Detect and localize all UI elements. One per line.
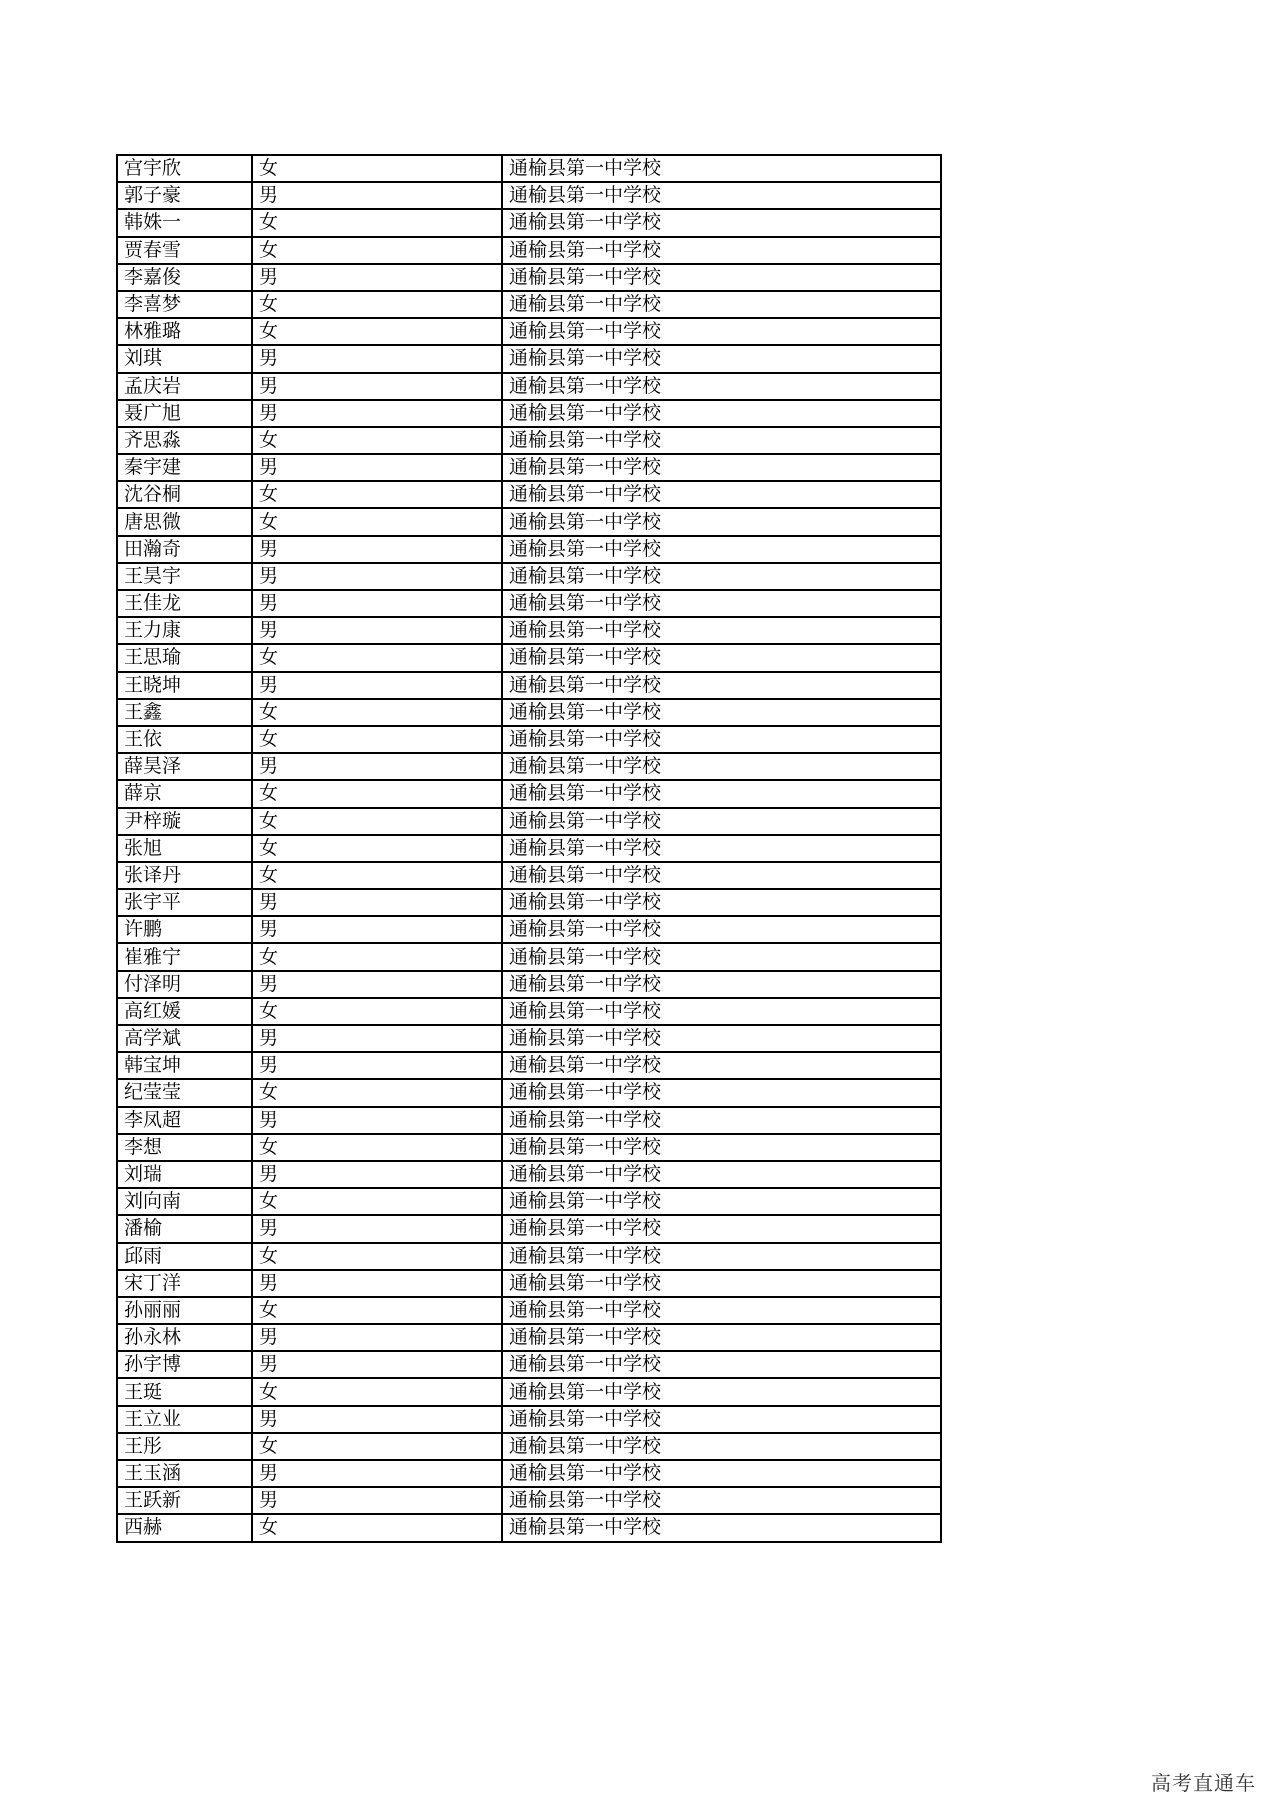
student-name-cell: 张旭	[117, 835, 252, 862]
student-name-cell: 郭子豪	[117, 182, 252, 209]
table-row	[117, 182, 941, 209]
table-row	[117, 1161, 941, 1188]
school-cell: 通榆县第一中学校	[502, 1406, 941, 1433]
gender-cell: 男	[252, 1487, 502, 1514]
gender-cell: 女	[252, 943, 502, 970]
student-name-cell: 刘琪	[117, 345, 252, 372]
gender-cell: 女	[252, 1514, 502, 1541]
gender-cell: 女	[252, 998, 502, 1025]
table-row	[117, 481, 941, 508]
table-row	[117, 835, 941, 862]
student-name-cell: 韩宝坤	[117, 1052, 252, 1079]
student-name-cell: 许鹏	[117, 916, 252, 943]
student-name-cell: 张宇平	[117, 889, 252, 916]
school-cell: 通榆县第一中学校	[502, 1079, 941, 1106]
student-name-cell: 邱雨	[117, 1243, 252, 1270]
gender-cell: 女	[252, 1378, 502, 1405]
gender-cell: 女	[252, 291, 502, 318]
gender-cell: 男	[252, 563, 502, 590]
table-row	[117, 808, 941, 835]
student-name-cell: 王晓坤	[117, 672, 252, 699]
table-row	[117, 1188, 941, 1215]
table-row	[117, 971, 941, 998]
table-row	[117, 1079, 941, 1106]
table-row	[117, 1351, 941, 1378]
school-cell: 通榆县第一中学校	[502, 1107, 941, 1134]
school-cell: 通榆县第一中学校	[502, 644, 941, 671]
table-row	[117, 1514, 941, 1541]
gender-cell: 男	[252, 1406, 502, 1433]
gender-cell: 女	[252, 427, 502, 454]
student-name-cell: 秦宇建	[117, 454, 252, 481]
gender-cell: 男	[252, 971, 502, 998]
school-cell: 通榆县第一中学校	[502, 1433, 941, 1460]
school-cell: 通榆县第一中学校	[502, 318, 941, 345]
gender-cell: 女	[252, 1134, 502, 1161]
student-name-cell: 潘榆	[117, 1215, 252, 1242]
table-row	[117, 672, 941, 699]
school-cell: 通榆县第一中学校	[502, 590, 941, 617]
school-cell: 通榆县第一中学校	[502, 481, 941, 508]
school-cell: 通榆县第一中学校	[502, 1134, 941, 1161]
gender-cell: 男	[252, 373, 502, 400]
student-name-cell: 王跃新	[117, 1487, 252, 1514]
gender-cell: 女	[252, 481, 502, 508]
school-cell: 通榆县第一中学校	[502, 1052, 941, 1079]
gender-cell: 女	[252, 1079, 502, 1106]
school-cell: 通榆县第一中学校	[502, 508, 941, 535]
gender-cell: 女	[252, 1243, 502, 1270]
school-cell: 通榆县第一中学校	[502, 672, 941, 699]
school-cell: 通榆县第一中学校	[502, 1351, 941, 1378]
gender-cell: 男	[252, 1324, 502, 1351]
student-name-cell: 李想	[117, 1134, 252, 1161]
student-name-cell: 王力康	[117, 617, 252, 644]
student-roster-table	[116, 154, 942, 1543]
table-row	[117, 1297, 941, 1324]
school-cell: 通榆县第一中学校	[502, 155, 941, 182]
gender-cell: 男	[252, 182, 502, 209]
school-cell: 通榆县第一中学校	[502, 971, 941, 998]
gender-cell: 女	[252, 644, 502, 671]
student-name-cell: 王思瑜	[117, 644, 252, 671]
school-cell: 通榆县第一中学校	[502, 617, 941, 644]
school-cell: 通榆县第一中学校	[502, 835, 941, 862]
gender-cell: 女	[252, 835, 502, 862]
gender-cell: 女	[252, 508, 502, 535]
table-row	[117, 1215, 941, 1242]
table-row	[117, 318, 941, 345]
school-cell: 通榆县第一中学校	[502, 699, 941, 726]
student-name-cell: 林雅璐	[117, 318, 252, 345]
gender-cell: 男	[252, 753, 502, 780]
gender-cell: 男	[252, 1052, 502, 1079]
school-cell: 通榆县第一中学校	[502, 427, 941, 454]
gender-cell: 男	[252, 1351, 502, 1378]
gender-cell: 女	[252, 780, 502, 807]
table-row	[117, 291, 941, 318]
school-cell: 通榆县第一中学校	[502, 563, 941, 590]
gender-cell: 男	[252, 916, 502, 943]
table-row	[117, 1270, 941, 1297]
student-name-cell: 孟庆岩	[117, 373, 252, 400]
student-name-cell: 王昊宇	[117, 563, 252, 590]
school-cell: 通榆县第一中学校	[502, 209, 941, 236]
student-name-cell: 宫宇欣	[117, 155, 252, 182]
gender-cell: 男	[252, 264, 502, 291]
gender-cell: 女	[252, 155, 502, 182]
roster-body	[117, 155, 941, 1542]
gender-cell: 男	[252, 1270, 502, 1297]
gender-cell: 女	[252, 862, 502, 889]
gender-cell: 男	[252, 617, 502, 644]
table-row	[117, 780, 941, 807]
gender-cell: 女	[252, 318, 502, 345]
school-cell: 通榆县第一中学校	[502, 345, 941, 372]
school-cell: 通榆县第一中学校	[502, 1324, 941, 1351]
student-name-cell: 王依	[117, 726, 252, 753]
gender-cell: 男	[252, 889, 502, 916]
student-name-cell: 沈谷桐	[117, 481, 252, 508]
school-cell: 通榆县第一中学校	[502, 1297, 941, 1324]
student-name-cell: 刘瑞	[117, 1161, 252, 1188]
school-cell: 通榆县第一中学校	[502, 400, 941, 427]
school-cell: 通榆县第一中学校	[502, 536, 941, 563]
school-cell: 通榆县第一中学校	[502, 1270, 941, 1297]
table-row	[117, 644, 941, 671]
student-name-cell: 宋丁洋	[117, 1270, 252, 1297]
school-cell: 通榆县第一中学校	[502, 454, 941, 481]
table-row	[117, 1324, 941, 1351]
table-row	[117, 400, 941, 427]
school-cell: 通榆县第一中学校	[502, 1487, 941, 1514]
school-cell: 通榆县第一中学校	[502, 889, 941, 916]
student-name-cell: 王鑫	[117, 699, 252, 726]
table-row	[117, 1243, 941, 1270]
gender-cell: 男	[252, 1460, 502, 1487]
student-name-cell: 刘向南	[117, 1188, 252, 1215]
school-cell: 通榆县第一中学校	[502, 862, 941, 889]
student-name-cell: 王玉涵	[117, 1460, 252, 1487]
school-cell: 通榆县第一中学校	[502, 291, 941, 318]
student-name-cell: 王珽	[117, 1378, 252, 1405]
table-row	[117, 209, 941, 236]
table-row	[117, 1460, 941, 1487]
student-name-cell: 王彤	[117, 1433, 252, 1460]
table-row	[117, 916, 941, 943]
school-cell: 通榆县第一中学校	[502, 1215, 941, 1242]
table-row	[117, 617, 941, 644]
table-row	[117, 427, 941, 454]
school-cell: 通榆县第一中学校	[502, 753, 941, 780]
school-cell: 通榆县第一中学校	[502, 916, 941, 943]
gender-cell: 女	[252, 1188, 502, 1215]
student-name-cell: 田瀚奇	[117, 536, 252, 563]
school-cell: 通榆县第一中学校	[502, 1161, 941, 1188]
school-cell: 通榆县第一中学校	[502, 1460, 941, 1487]
gender-cell: 女	[252, 808, 502, 835]
gender-cell: 男	[252, 590, 502, 617]
student-name-cell: 齐思淼	[117, 427, 252, 454]
table-row	[117, 1107, 941, 1134]
student-name-cell: 贾春雪	[117, 237, 252, 264]
gender-cell: 男	[252, 454, 502, 481]
student-name-cell: 高学斌	[117, 1025, 252, 1052]
gender-cell: 女	[252, 726, 502, 753]
student-name-cell: 西赫	[117, 1514, 252, 1541]
watermark-text: 高考直通车	[1151, 1771, 1256, 1795]
school-cell: 通榆县第一中学校	[502, 1243, 941, 1270]
school-cell: 通榆县第一中学校	[502, 808, 941, 835]
table-row	[117, 1487, 941, 1514]
student-name-cell: 高红媛	[117, 998, 252, 1025]
table-row	[117, 264, 941, 291]
table-row	[117, 155, 941, 182]
table-row	[117, 943, 941, 970]
student-name-cell: 孙永林	[117, 1324, 252, 1351]
student-name-cell: 王佳龙	[117, 590, 252, 617]
gender-cell: 男	[252, 1025, 502, 1052]
table-row	[117, 563, 941, 590]
school-cell: 通榆县第一中学校	[502, 943, 941, 970]
table-row	[117, 508, 941, 535]
student-name-cell: 李凤超	[117, 1107, 252, 1134]
table-row	[117, 1052, 941, 1079]
student-name-cell: 纪莹莹	[117, 1079, 252, 1106]
student-name-cell: 韩姝一	[117, 209, 252, 236]
gender-cell: 男	[252, 1107, 502, 1134]
student-name-cell: 孙宇博	[117, 1351, 252, 1378]
school-cell: 通榆县第一中学校	[502, 1025, 941, 1052]
table-row	[117, 998, 941, 1025]
gender-cell: 女	[252, 1433, 502, 1460]
table-row	[117, 454, 941, 481]
table-row	[117, 726, 941, 753]
table-row	[117, 590, 941, 617]
student-name-cell: 张译丹	[117, 862, 252, 889]
table-row	[117, 1406, 941, 1433]
school-cell: 通榆县第一中学校	[502, 1514, 941, 1541]
table-row	[117, 862, 941, 889]
school-cell: 通榆县第一中学校	[502, 1188, 941, 1215]
school-cell: 通榆县第一中学校	[502, 726, 941, 753]
gender-cell: 女	[252, 699, 502, 726]
table-row	[117, 753, 941, 780]
table-row	[117, 889, 941, 916]
table-row	[117, 237, 941, 264]
school-cell: 通榆县第一中学校	[502, 237, 941, 264]
student-name-cell: 李喜梦	[117, 291, 252, 318]
student-name-cell: 薛京	[117, 780, 252, 807]
student-name-cell: 聂广旭	[117, 400, 252, 427]
gender-cell: 女	[252, 1297, 502, 1324]
gender-cell: 男	[252, 1161, 502, 1188]
gender-cell: 男	[252, 536, 502, 563]
table-row	[117, 373, 941, 400]
school-cell: 通榆县第一中学校	[502, 373, 941, 400]
school-cell: 通榆县第一中学校	[502, 998, 941, 1025]
school-cell: 通榆县第一中学校	[502, 780, 941, 807]
table-row	[117, 699, 941, 726]
school-cell: 通榆县第一中学校	[502, 264, 941, 291]
student-name-cell: 王立业	[117, 1406, 252, 1433]
table-row	[117, 536, 941, 563]
gender-cell: 女	[252, 237, 502, 264]
student-name-cell: 崔雅宁	[117, 943, 252, 970]
gender-cell: 女	[252, 209, 502, 236]
table-row	[117, 1378, 941, 1405]
table-row	[117, 1134, 941, 1161]
gender-cell: 男	[252, 672, 502, 699]
student-name-cell: 尹梓璇	[117, 808, 252, 835]
student-name-cell: 李嘉俊	[117, 264, 252, 291]
gender-cell: 男	[252, 400, 502, 427]
student-name-cell: 唐思微	[117, 508, 252, 535]
gender-cell: 男	[252, 1215, 502, 1242]
school-cell: 通榆县第一中学校	[502, 1378, 941, 1405]
student-name-cell: 付泽明	[117, 971, 252, 998]
table-row	[117, 1433, 941, 1460]
gender-cell: 男	[252, 345, 502, 372]
school-cell: 通榆县第一中学校	[502, 182, 941, 209]
table-row	[117, 1025, 941, 1052]
table-row	[117, 345, 941, 372]
student-name-cell: 薛昊泽	[117, 753, 252, 780]
student-name-cell: 孙丽丽	[117, 1297, 252, 1324]
